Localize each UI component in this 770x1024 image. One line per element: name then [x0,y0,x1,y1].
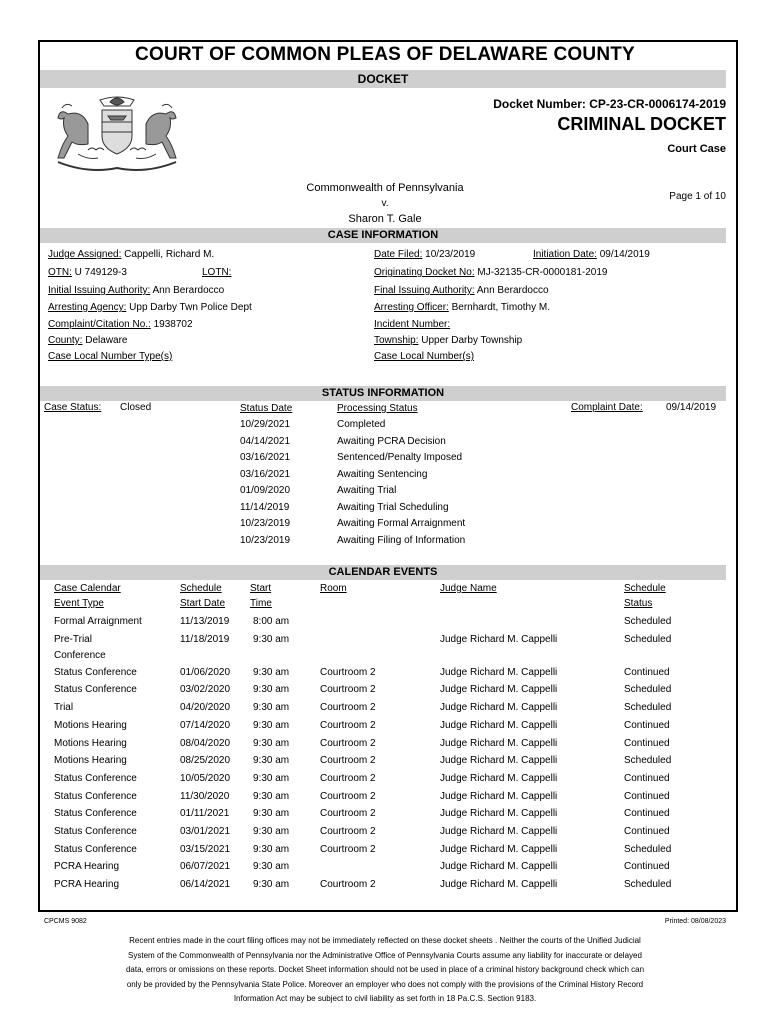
incident-number-label: Incident Number: [374,319,451,330]
status-row-processing: Awaiting Trial Scheduling [337,501,449,513]
cal-time: 9:30 am [253,755,290,767]
cal-time: 9:30 am [253,772,290,784]
cal-judge: Judge Richard M. Cappelli [440,772,558,784]
cal-judge: Judge Richard M. Cappelli [440,702,558,714]
complaint-citation: Complaint/Citation No.: 1938702 [48,319,193,330]
status-row-date: 04/14/2021 [240,435,291,447]
status-row-processing: Sentenced/Penalty Imposed [337,452,463,463]
cal-header-time-2: Time [250,598,272,609]
case-status-value: Closed [120,402,152,413]
cal-judge: Judge Richard M. Cappelli [440,684,558,696]
cal-header-room: Room [320,583,347,594]
complaint-date-value: 09/14/2019 [666,402,717,413]
cal-event: PCRA Hearing [54,861,120,873]
initial-issuing-authority: Initial Issuing Authority: Ann Berardocco [48,285,225,296]
cal-status: Continued [624,861,670,873]
otn: OTN: U 749129-3 [48,267,127,278]
docket-bar: DOCKET [40,70,726,88]
cal-status: Scheduled [624,616,672,627]
printed-date: Printed: 08/08/2023 [664,918,726,925]
cal-event: Status Conference [54,790,137,802]
cal-status: Scheduled [624,755,672,767]
cal-room: Courtroom 2 [320,826,376,837]
status-row-date: 10/29/2021 [240,419,291,430]
disclaimer-line: Information Act may be subject to civil liability as set forth in 18 Pa.C.S. Section 9183. [233,994,537,1003]
cal-event: Status Conference [54,666,137,678]
cal-judge: Judge Richard M. Cappelli [440,790,558,802]
cal-header-judge: Judge Name [440,583,497,594]
caption-plaintiff: Commonwealth of Pennsylvania [306,182,464,194]
calendar-bar: CALENDAR EVENTS [40,565,726,580]
case-local-numbers-label: Case Local Number(s) [374,351,475,362]
cal-status: Continued [624,772,670,784]
cal-time: 8:00 am [253,616,290,627]
cal-event: Pre-Trial [54,633,92,645]
case-status: Case Status: [44,402,102,413]
cal-time: 9:30 am [253,861,290,873]
cal-judge: Judge Richard M. Cappelli [440,861,558,873]
cal-date: 04/20/2020 [180,702,231,714]
lotn-label: LOTN: [202,267,232,278]
cal-status: Scheduled [624,684,672,696]
cal-event: Trial [54,702,74,714]
status-date-header: Status Date [240,403,293,414]
cal-room: Courtroom 2 [320,719,376,731]
cal-date: 03/02/2020 [180,684,231,696]
cal-time: 9:30 am [253,843,290,855]
status-info-bar: STATUS INFORMATION [40,386,726,401]
cal-event: Formal Arraignment [54,616,142,627]
case-info-bar: CASE INFORMATION [40,228,726,243]
cal-time: 9:30 am [253,702,290,714]
caption-versus: v. [381,198,389,209]
cal-date: 01/06/2020 [180,666,231,678]
cal-date: 11/18/2019 [180,633,230,645]
cal-event: Status Conference [54,684,137,696]
cal-room: Courtroom 2 [320,666,376,678]
cal-room: Courtroom 2 [320,755,376,767]
form-id: CPCMS 9082 [44,918,87,925]
status-row-date: 01/09/2020 [240,485,291,496]
cal-room: Courtroom 2 [320,737,376,749]
cal-judge: Judge Richard M. Cappelli [440,879,558,891]
cal-room: Courtroom 2 [320,772,376,784]
cal-status: Scheduled [624,633,672,645]
cal-status: Scheduled [624,879,672,891]
pennsylvania-seal-icon [48,92,186,174]
status-row-processing: Awaiting PCRA Decision [337,435,446,447]
status-row-date: 03/16/2021 [240,468,291,480]
cal-time: 9:30 am [253,666,290,678]
cal-date: 10/05/2020 [180,772,231,784]
cal-judge: Judge Richard M. Cappelli [440,843,558,855]
cal-date: 03/15/2021 [180,843,231,855]
status-row-date: 11/14/2019 [240,501,290,513]
processing-status-header: Processing Status [337,403,418,414]
cal-header-event-1: Case Calendar [54,583,121,594]
cal-date: 06/07/2021 [180,861,231,873]
cal-date: 01/11/2021 [180,808,230,820]
cal-status: Continued [624,666,670,678]
court-title: COURT OF COMMON PLEAS OF DELAWARE COUNTY [135,44,635,65]
cal-time: 9:30 am [253,808,290,820]
cal-judge: Judge Richard M. Cappelli [440,737,558,749]
cal-header-date-1: Schedule [180,583,222,594]
cal-judge: Judge Richard M. Cappelli [440,666,558,678]
status-row-processing: Awaiting Trial [337,485,397,496]
county: County: Delaware [48,335,128,346]
page-number: Page 1 of 10 [669,191,726,202]
status-row-processing: Completed [337,419,386,430]
township: Township: Upper Darby Township [374,335,523,346]
cal-judge: Judge Richard M. Cappelli [440,826,558,837]
disclaimer-line: data, errors or omissions on these reports. Docket Sheet information should not be used in place of a criminal history background check which can [125,965,645,974]
cal-event: Motions Hearing [54,737,127,749]
cal-time: 9:30 am [253,684,290,696]
cal-room: Courtroom 2 [320,843,376,855]
originating-docket: Originating Docket No: MJ-32135-CR-0000181-2019 [374,267,608,278]
cal-event: Status Conference [54,843,137,855]
cal-event: Status Conference [54,808,137,820]
docket-number: Docket Number: CP-23-CR-0006174-2019 [493,97,726,111]
cal-room: Courtroom 2 [320,808,376,820]
cal-event: Status Conference [54,772,137,784]
cal-time: 9:30 am [253,633,290,645]
status-row-date: 03/16/2021 [240,452,291,463]
cal-status: Continued [624,719,670,731]
date-filed: Date Filed: 10/23/2019 [374,249,476,260]
cal-judge: Judge Richard M. Cappelli [440,633,558,645]
cal-status: Continued [624,737,670,749]
cal-status: Continued [624,790,670,802]
cal-judge: Judge Richard M. Cappelli [440,755,558,767]
cal-date: 11/13/2019 [180,616,230,627]
cal-status: Scheduled [624,702,672,714]
cal-judge: Judge Richard M. Cappelli [440,808,558,820]
cal-status: Continued [624,808,670,820]
status-row-processing: Awaiting Filing of Information [337,534,466,546]
cal-event-cont: Conference [54,649,106,661]
cal-header-date-2: Start Date [180,598,226,609]
judge-assigned: Judge Assigned: Cappelli, Richard M. [48,249,215,260]
cal-header-event-2: Event Type [54,598,104,609]
cal-time: 9:30 am [253,737,290,749]
disclaimer-line: only be provided by the Pennsylvania State Police. Moreover an employer who does not comply with the provisions of the Criminal History Record [126,979,644,989]
status-row-processing: Awaiting Sentencing [337,468,428,480]
initiation-date: Initiation Date: 09/14/2019 [533,249,650,260]
arresting-agency: Arresting Agency: Upp Darby Twn Police Dept [48,302,252,313]
cal-event: PCRA Hearing [54,879,120,891]
cal-header-status-2: Status [624,598,653,609]
cal-date: 06/14/2021 [180,879,231,891]
caption-defendant: Sharon T. Gale [348,213,422,225]
cal-event: Motions Hearing [54,719,127,731]
cal-room: Courtroom 2 [320,702,376,714]
disclaimer-line: Recent entries made in the court filing offices may not be immediately reflected on these docket sheets . Neither the courts of the Unified Judicial [129,936,641,945]
arresting-officer: Arresting Officer: Bernhardt, Timothy M. [374,302,550,313]
case-local-number-type-label: Case Local Number Type(s) [48,351,173,362]
case-type: Court Case [667,143,726,155]
cal-time: 9:30 am [253,790,290,802]
cal-time: 9:30 am [253,879,290,891]
cal-event: Status Conference [54,826,137,837]
docket-type: CRIMINAL DOCKET [557,114,726,134]
status-row-processing: Awaiting Formal Arraignment [337,518,466,529]
status-row-date: 10/23/2019 [240,518,291,529]
cal-date: 08/04/2020 [180,737,231,749]
cal-time: 9:30 am [253,719,290,731]
cal-room: Courtroom 2 [320,684,376,696]
cal-time: 9:30 am [253,826,290,837]
final-issuing-authority: Final Issuing Authority: Ann Berardocco [374,285,549,296]
cal-status: Continued [624,826,670,837]
cal-date: 08/25/2020 [180,755,231,767]
cal-judge: Judge Richard M. Cappelli [440,719,558,731]
cal-date: 11/30/2020 [180,790,230,802]
cal-event: Motions Hearing [54,755,127,767]
cal-header-time-1: Start [250,583,272,594]
cal-room: Courtroom 2 [320,790,376,802]
complaint-date-label: Complaint Date: [571,402,643,413]
cal-header-status-1: Schedule [624,583,666,594]
cal-date: 07/14/2020 [180,719,231,731]
disclaimer-line: System of the Commonwealth of Pennsylvania nor the Administrative Office of Pennsylvania Courts assume any liability for inaccurate or delayed [128,950,642,960]
status-row-date: 10/23/2019 [240,534,291,546]
cal-status: Scheduled [624,843,672,855]
cal-date: 03/01/2021 [180,826,231,837]
cal-room: Courtroom 2 [320,879,376,891]
